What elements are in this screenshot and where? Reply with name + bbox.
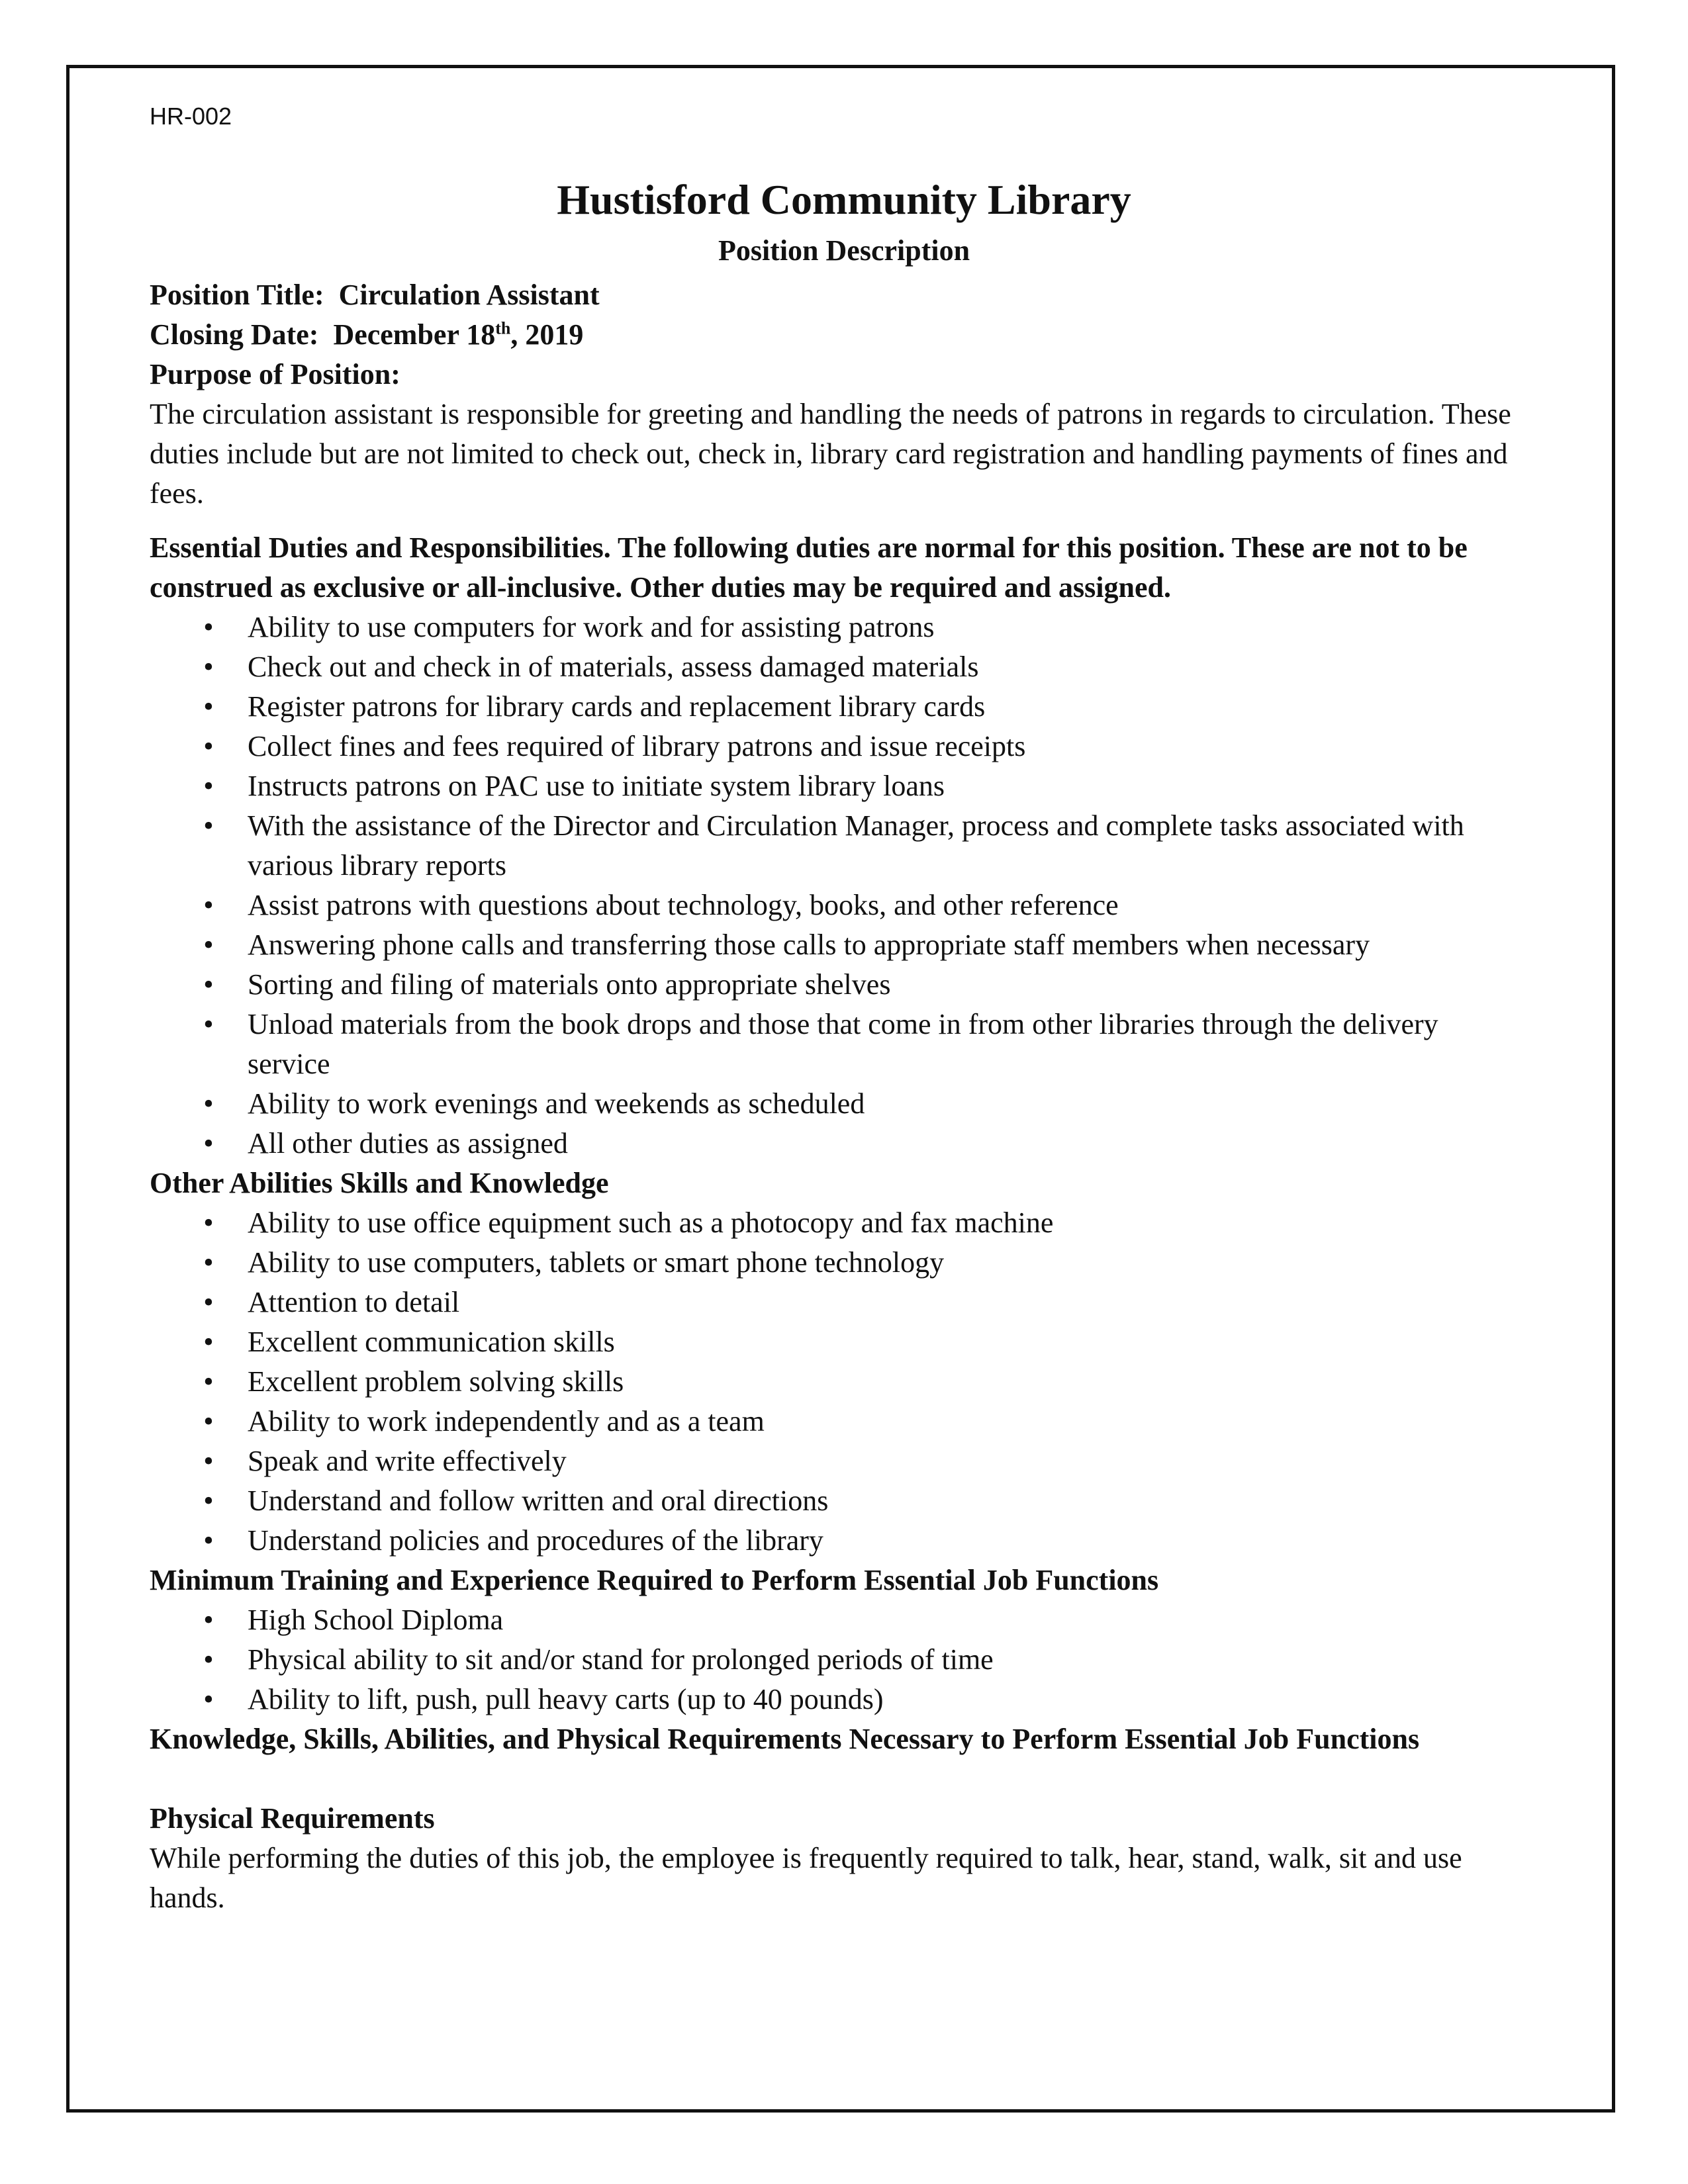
training-item-text: High School Diploma <box>248 1604 504 1636</box>
essential-duty-item-text: Assist patrons with questions about technology, books, and other reference <box>248 889 1119 921</box>
essential-duty-item-text: Check out and check in of materials, assess damaged materials <box>248 651 979 683</box>
essential-duty-item <box>203 1005 1513 1084</box>
training-item-text: Physical ability to sit and/or stand for prolonged periods of time <box>248 1643 994 1676</box>
purpose-heading: Purpose of Position: <box>150 358 400 390</box>
bullet-icon: • <box>203 1286 214 1318</box>
bullet-icon: • <box>203 1326 214 1358</box>
minimum-training-list <box>150 1600 1513 1719</box>
bullet-icon: • <box>203 1604 214 1636</box>
essential-duty-item-text: Unload materials from the book drops and those that come in from other libraries through the delivery service <box>248 1008 1438 1080</box>
spacer <box>150 514 1513 528</box>
other-ability-item <box>203 1362 1513 1402</box>
essential-duty-item-text: Instructs patrons on PAC use to initiate system library loans <box>248 770 945 802</box>
other-ability-item <box>203 1441 1513 1481</box>
bullet-icon: • <box>203 651 214 683</box>
bullet-icon: • <box>203 730 214 762</box>
closing-date-label: Closing Date: <box>150 318 319 351</box>
closing-date-line <box>150 315 1513 355</box>
bullet-icon: • <box>203 611 214 643</box>
essential-duty-item <box>203 886 1513 925</box>
training-item <box>203 1640 1513 1680</box>
essential-duty-item-text: Answering phone calls and transferring those calls to appropriate staff members when necessary <box>248 929 1370 961</box>
essential-duty-item <box>203 608 1513 647</box>
other-ability-item <box>203 1283 1513 1322</box>
bullet-icon: • <box>203 809 214 842</box>
bullet-icon: • <box>203 1087 214 1120</box>
other-ability-item-text: Speak and write effectively <box>248 1445 567 1477</box>
training-item <box>203 1600 1513 1640</box>
bullet-icon: • <box>203 690 214 723</box>
essential-duty-item <box>203 647 1513 687</box>
closing-date-year: , 2019 <box>510 318 584 351</box>
essential-duty-item-text: Register patrons for library cards and replacement library cards <box>248 690 986 723</box>
essential-duty-item-text: Ability to work evenings and weekends as scheduled <box>248 1087 865 1120</box>
bullet-icon: • <box>203 1683 214 1715</box>
other-abilities-list <box>150 1203 1513 1561</box>
document-code: HR-002 <box>150 103 232 130</box>
essential-duty-item <box>203 965 1513 1005</box>
bullet-icon: • <box>203 1365 214 1398</box>
bullet-icon: • <box>203 929 214 961</box>
bullet-icon: • <box>203 968 214 1001</box>
other-ability-item-text: Understand policies and procedures of the library <box>248 1524 823 1557</box>
purpose-text: The circulation assistant is responsible for greeting and handling the needs of patrons in regards to circulation. These duties include but are not limited to check out, check in, library card registration and handling payments of fines and fees. <box>150 398 1511 510</box>
other-ability-item-text: Excellent problem solving skills <box>248 1365 624 1398</box>
bullet-icon: • <box>203 1484 214 1517</box>
other-abilities-heading: Other Abilities Skills and Knowledge <box>150 1167 609 1199</box>
bullet-icon: • <box>203 1445 214 1477</box>
essential-duties-heading: Essential Duties and Responsibilities. The following duties are normal for this position. These are not to be construed as exclusive or all-inclusive. Other duties may be required and assigned. <box>150 531 1468 604</box>
other-ability-item-text: Understand and follow written and oral directions <box>248 1484 829 1517</box>
other-ability-item-text: Ability to work independently and as a team <box>248 1405 765 1437</box>
document-title: Hustisford Community Library <box>557 176 1131 223</box>
bullet-icon: • <box>203 1246 214 1279</box>
document-subtitle: Position Description <box>718 234 970 267</box>
physical-requirements-text: While performing the duties of this job, the employee is frequently required to talk, hear, stand, walk, sit and use hands. <box>150 1842 1462 1914</box>
spacer <box>150 1759 1513 1799</box>
bullet-icon: • <box>203 1206 214 1239</box>
position-title-line <box>150 275 1513 315</box>
bullet-icon: • <box>203 889 214 921</box>
closing-date-month-day: December 18 <box>333 318 496 351</box>
other-ability-item <box>203 1203 1513 1243</box>
training-item <box>203 1680 1513 1719</box>
essential-duty-item-text: Collect fines and fees required of library patrons and issue receipts <box>248 730 1026 762</box>
essential-duty-item-text: Sorting and filing of materials onto appropriate shelves <box>248 968 891 1001</box>
bullet-icon: • <box>203 1524 214 1557</box>
minimum-training-heading: Minimum Training and Experience Required to Perform Essential Job Functions <box>150 1564 1159 1596</box>
training-item-text: Ability to lift, push, pull heavy carts (up to 40 pounds) <box>248 1683 884 1715</box>
essential-duty-item <box>203 1084 1513 1124</box>
essential-duty-item-text: With the assistance of the Director and Circulation Manager, process and complete tasks associated with various library reports <box>248 809 1464 882</box>
bullet-icon: • <box>203 770 214 802</box>
bullet-icon: • <box>203 1127 214 1160</box>
bullet-icon: • <box>203 1643 214 1676</box>
other-ability-item-text: Ability to use office equipment such as a photocopy and fax machine <box>248 1206 1054 1239</box>
ksa-heading: Knowledge, Skills, Abilities, and Physical Requirements Necessary to Perform Essential Job Functions <box>150 1723 1420 1755</box>
essential-duty-item <box>203 727 1513 766</box>
physical-requirements-heading: Physical Requirements <box>150 1802 435 1835</box>
essential-duty-item <box>203 687 1513 727</box>
essential-duty-item <box>203 1124 1513 1163</box>
essential-duty-item-text: Ability to use computers for work and for assisting patrons <box>248 611 935 643</box>
essential-duty-item-text: All other duties as assigned <box>248 1127 568 1160</box>
essential-duty-item <box>203 766 1513 806</box>
position-title-value: Circulation Assistant <box>338 279 600 311</box>
essential-duties-list <box>150 608 1513 1163</box>
position-title-label: Position Title: <box>150 279 324 311</box>
other-ability-item-text: Ability to use computers, tablets or smart phone technology <box>248 1246 945 1279</box>
other-ability-item <box>203 1243 1513 1283</box>
closing-date-suffix: th <box>495 318 511 338</box>
other-ability-item <box>203 1521 1513 1561</box>
other-ability-item <box>203 1402 1513 1441</box>
essential-duty-item <box>203 806 1513 886</box>
other-ability-item <box>203 1481 1513 1521</box>
other-ability-item <box>203 1322 1513 1362</box>
bullet-icon: • <box>203 1405 214 1437</box>
essential-duty-item <box>203 925 1513 965</box>
bullet-icon: • <box>203 1008 214 1040</box>
other-ability-item-text: Attention to detail <box>248 1286 460 1318</box>
document-body <box>150 275 1513 1918</box>
other-ability-item-text: Excellent communication skills <box>248 1326 615 1358</box>
